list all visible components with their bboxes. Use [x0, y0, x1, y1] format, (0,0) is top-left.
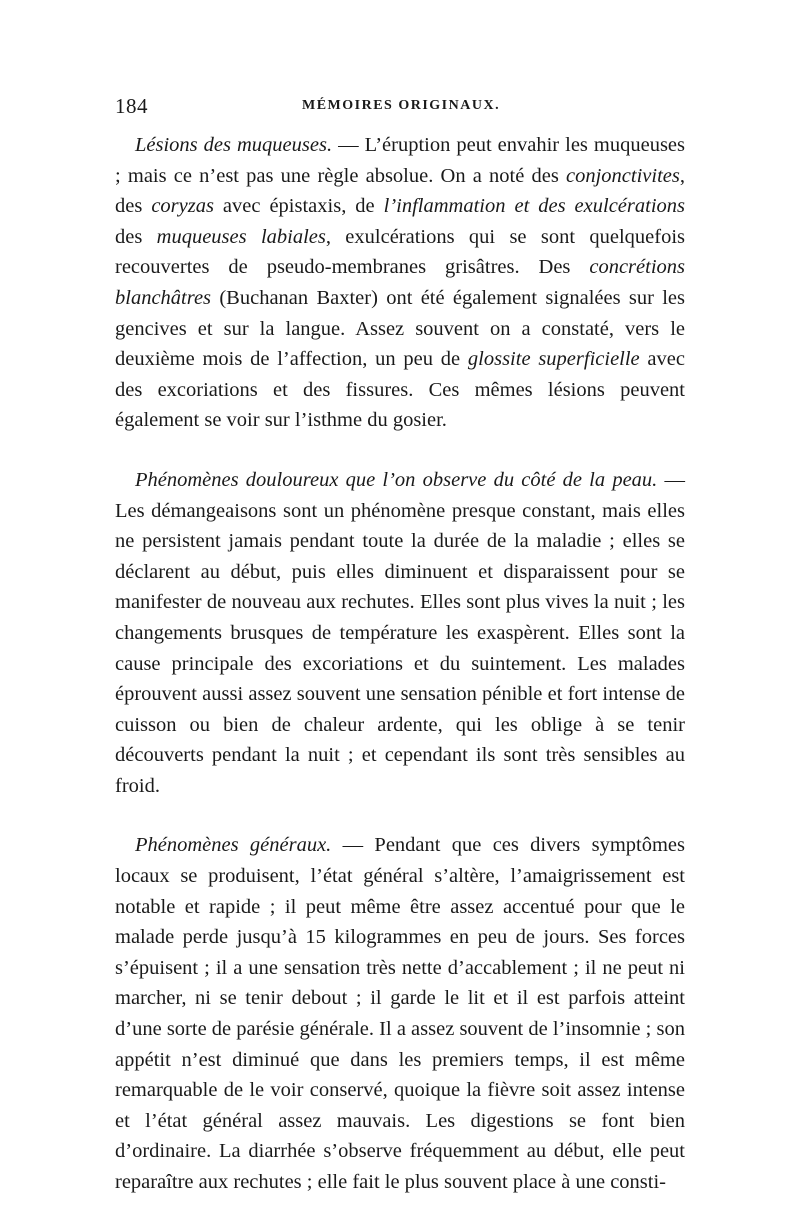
text-run: (Buchanan Baxter) ont été également signalées sur les gencives et sur la langue. Assez souvent on a constaté, vers le deuxième mois de l’affection, un peu de — [115, 286, 685, 371]
page-number: 184 — [115, 94, 148, 118]
italic-term: l’inflammation et des exulcérations — [383, 195, 685, 218]
text-run: , des — [115, 164, 685, 218]
italic-term: concrétions blanchâtres — [115, 256, 685, 309]
text-run: des — [115, 225, 157, 248]
paragraph-phenomenes-generaux — [115, 830, 685, 1197]
italic-term: coryzas — [151, 195, 214, 218]
paragraph-heading: Lésions des muqueuses. — [135, 134, 333, 156]
italic-term: glossite superficielle — [467, 348, 640, 371]
paragraph-phenomenes-douloureux — [115, 465, 685, 802]
italic-term: conjonctivites — [566, 164, 680, 187]
paragraph-body — [115, 834, 685, 1193]
paragraph-heading: Phénomènes douloureux que l’on observe du côté de la peau. — [135, 468, 658, 491]
text-run: — Les démangeaisons sont un phénomène presque constant, mais elles ne persistent jamais pendant toute la durée de la maladie ; elles se déclarent au début, puis elles diminuent et disparaissent pour se manifester de nouveau aux rechutes. Elles sont plus vives la nuit ; les changements brusques de température les exaspèrent. Elles sont la cause principale des excoriations et du suintement. Les malades éprouvent aussi assez souvent une sensation pénible et fort intense de cuisson ou bien de chaleur ardente, qui les oblige à se tenir découverts pendant la nuit ; et cependant ils sont très sensibles au froid. — [115, 468, 685, 797]
paragraph-heading: Phénomènes généraux. — [135, 834, 332, 857]
text-run: avec des excoriations et des fissures. Ces mêmes lésions peuvent également se voir sur l’isthme du gosier. — [115, 348, 685, 432]
text-run: , exulcérations qui se sont quelquefois recouvertes de pseudo-membranes grisâtres. Des — [115, 225, 685, 279]
text-run: avec épistaxis, de — [213, 195, 384, 218]
book-page — [115, 94, 685, 1198]
text-run: — L’éruption peut envahir les muqueuses ; mais ce n’est pas une règle absolue. On a noté des — [115, 134, 686, 187]
running-header — [115, 94, 685, 130]
paragraph-lesions-muqueuses — [115, 130, 685, 436]
paragraph-body — [115, 469, 685, 797]
paragraph-body — [115, 134, 685, 431]
text-run: — Pendant que ces divers symptômes locaux se produisent, l’état général s’altère, l’amaigrissement est notable et rapide ; il peut même être assez accentué pour que le malade perde jusqu’à 15 kilogrammes en peu de jours. Ses forces s’épuisent ; il a une sensation très nette d’accablement ; il ne peut ni marcher, ni se tenir debout ; il garde le lit et il est parfois atteint d’une sorte de parésie générale. Il a assez souvent de l’insomnie ; son appétit n’est diminué que dans les premiers temps, il est même remarquable de le voir conservé, quoique la fièvre soit assez intense et l’état général assez mauvais. Les digestions se font bien d’ordinaire. La diarrhée s’observe fréquemment au début, elle peut reparaître aux rechutes ; elle fait le plus souvent place à une consti- — [115, 834, 685, 1193]
italic-term: muqueuses labiales — [156, 225, 326, 248]
running-title: MÉMOIRES ORIGINAUX. — [302, 98, 501, 113]
